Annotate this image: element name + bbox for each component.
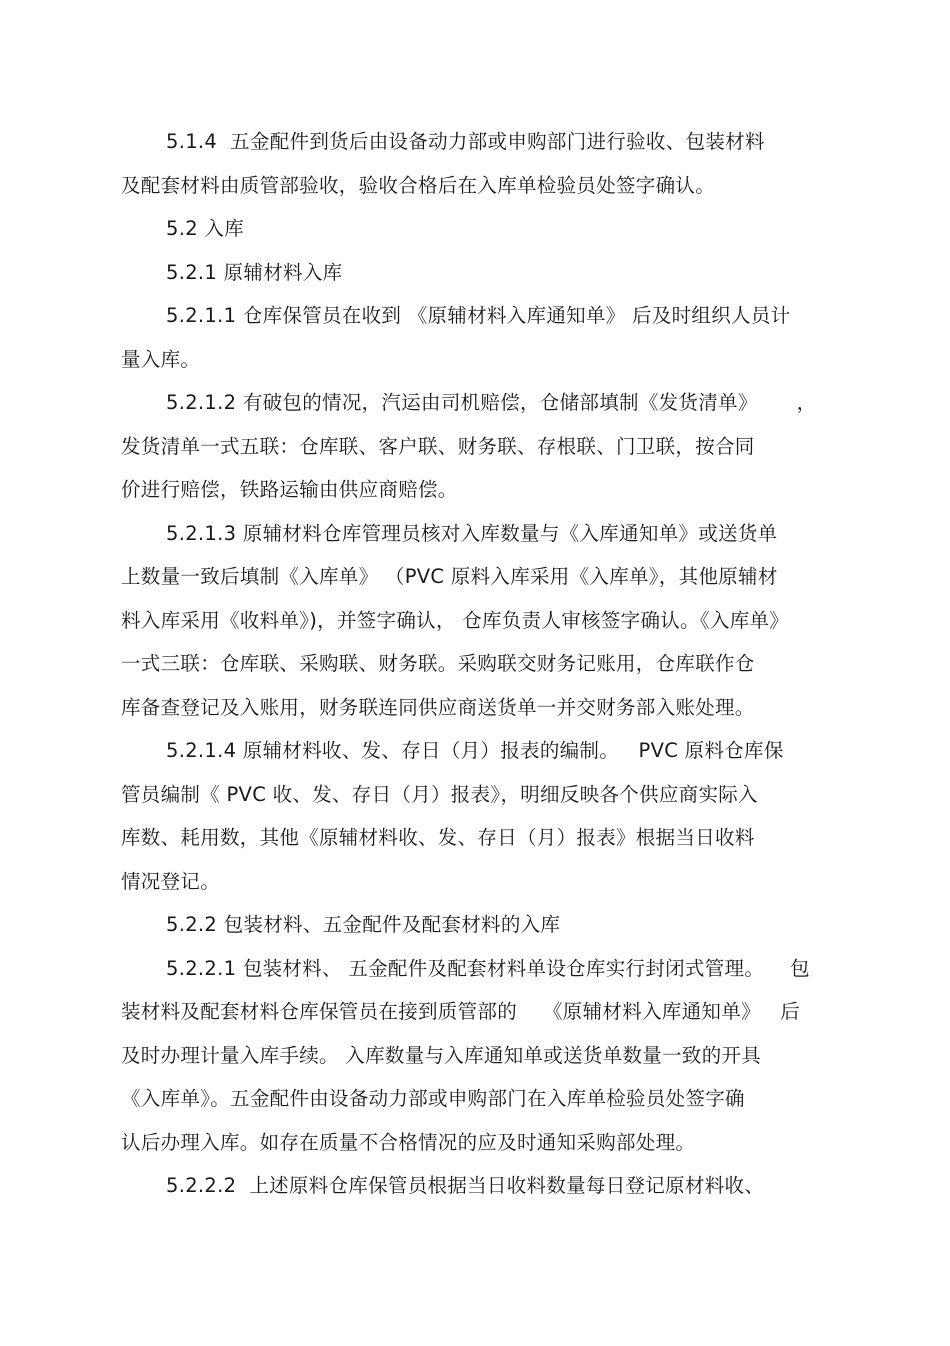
- section-heading-5-2-2: 5.2.2 包装材料、五金配件及配套材料的入库: [166, 913, 561, 936]
- text-line-10: 5.2.1.3 原辅材料仓库管理员核对入库数量与《入库通知单》或送货单: [166, 522, 778, 545]
- text-line-22: 及时办理计量入库手续。 入库数量与入库通知单或送货单数量一致的开具: [121, 1044, 762, 1067]
- text-line-24: 认后办理入库。如存在质量不合格情况的应及时通知采购部处理。: [121, 1131, 696, 1154]
- text-line-18: 情况登记。: [121, 870, 221, 893]
- text-line-17: 库数、耗用数，其他《原辅材料收、发、存日（月）报表》根据当日收料: [121, 826, 755, 849]
- text-line-16: 管员编制《 PVC 收、发、存日（月）报表》，明细反映各个供应商实际入: [121, 783, 758, 806]
- text-line-2: 及配套材料由质管部验收，验收合格后在入库单检验员处签字确认。: [121, 174, 716, 197]
- text-line-1: 5.1.4 五金配件到货后由设备动力部或申购部门进行验收、包装材料: [166, 130, 765, 153]
- text-line-14: 库备查登记及入账用，财务联连同供应商送货单一并交财务部入账处理。: [121, 696, 755, 719]
- text-line-13: 一式三联：仓库联、采购联、财务联。采购联交财务记账用，仓库联作仓: [121, 652, 755, 675]
- text-line-9: 价进行赔偿，铁路运输由供应商赔偿。: [121, 478, 458, 501]
- text-line-25: 5.2.2.2 上述原料仓库保管员根据当日收料数量每日登记原材料收、: [166, 1174, 765, 1197]
- text-line-23: 《入库单》。五金配件由设备动力部或申购部门在入库单检验员处签字确: [121, 1087, 745, 1110]
- text-line-7: 5.2.1.2 有破包的情况，汽运由司机赔偿，仓储部填制《发货清单》 ，: [166, 391, 817, 414]
- text-line-21: 装材料及配套材料仓库保管员在接到质管部的 《原辅材料入库通知单》 后: [121, 1000, 801, 1023]
- section-heading-5-2: 5.2 入库: [166, 217, 245, 240]
- text-line-20: 5.2.2.1 包装材料、 五金配件及配套材料单设仓库实行封闭式管理。 包: [166, 957, 810, 980]
- text-line-8: 发货清单一式五联：仓库联、客户联、财务联、存根联、门卫联，按合同: [121, 435, 755, 458]
- text-line-15: 5.2.1.4 原辅材料收、发、存日（月）报表的编制。 PVC 原料仓库保: [166, 739, 784, 762]
- text-line-5: 5.2.1.1 仓库保管员在收到 《原辅材料入库通知单》 后及时组织人员计: [166, 304, 791, 327]
- section-heading-5-2-1: 5.2.1 原辅材料入库: [166, 261, 343, 284]
- text-line-12: 料入库采用《收料单》)，并签字确认， 仓库负责人审核签字确认。《入库单》: [121, 609, 790, 632]
- text-line-6: 量入库。: [121, 348, 201, 371]
- text-line-11: 上数量一致后填制《入库单》 （PVC 原料入库采用《入库单》，其他原辅材: [121, 565, 778, 588]
